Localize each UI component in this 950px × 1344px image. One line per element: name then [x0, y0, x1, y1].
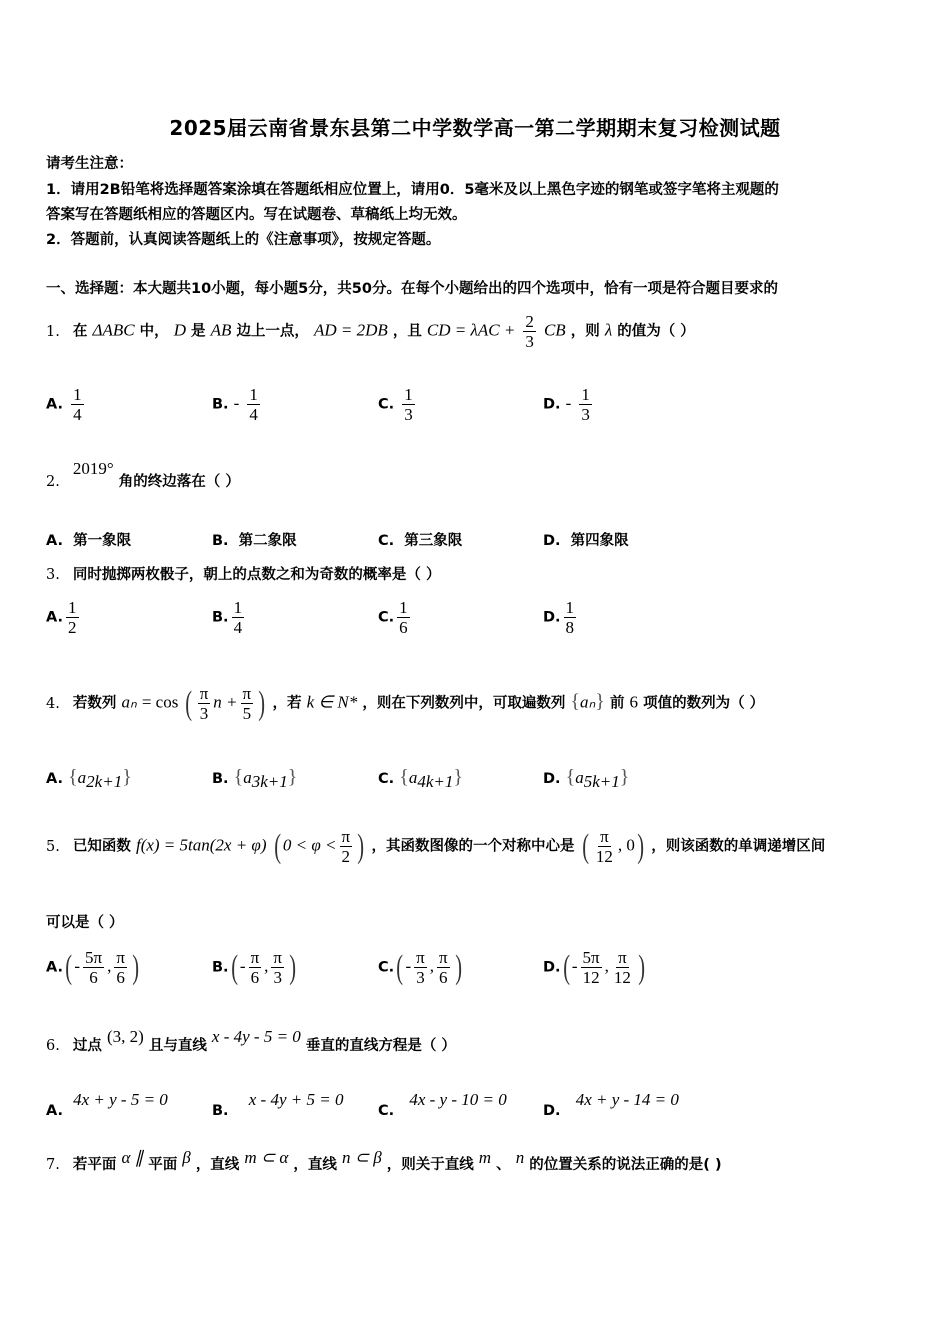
- instructions-heading: 请考生注意：: [46, 156, 133, 172]
- q7-math: m: [478, 1148, 492, 1167]
- question-number: 1.: [46, 323, 60, 340]
- q3-option-c[interactable]: C. $\frac{1}{6}$: [378, 598, 408, 637]
- q7-math: n: [515, 1148, 525, 1167]
- q4-text: ，若: [272, 695, 302, 712]
- q6-text: 垂直的直线方程是（ ）: [305, 1038, 456, 1054]
- q4-text: ，则在下列数列中，可取遍数列: [362, 695, 566, 712]
- q1-text: 中，: [139, 323, 169, 340]
- q6-text: 且与直线: [148, 1038, 207, 1054]
- q1-math: CD = λAC +: [426, 320, 516, 340]
- instruction-1b: 答案写在答题纸相应的答题区内。写在试题卷、草稿纸上均无效。: [46, 207, 467, 223]
- question-5-cont: 可以是（ ）: [46, 915, 124, 931]
- q5-text: ，则该函数的单调递增区间: [651, 838, 826, 855]
- q1-fraction: $\frac{2}{3}$: [525, 312, 534, 351]
- q6-option-d[interactable]: D. 4x + y - 14 = 0: [543, 1090, 679, 1119]
- q1-math: CB: [543, 320, 566, 340]
- q6-option-c[interactable]: C. 4x - y - 10 = 0: [378, 1090, 507, 1119]
- q5-option-c[interactable]: C.( - $\frac{\pi}{3}$ , $\frac{\pi}{6}$ ): [378, 948, 462, 987]
- q4-math: n +: [213, 692, 238, 712]
- question-number: 4.: [46, 695, 60, 712]
- question-number: 6.: [46, 1038, 60, 1054]
- question-number: 5.: [46, 838, 60, 855]
- q5-math: 0 < φ <: [282, 835, 337, 855]
- q7-text: 、: [496, 1157, 511, 1173]
- q2-math: 2019°: [72, 459, 114, 478]
- q6-text: 过点: [72, 1038, 102, 1054]
- q5-option-d[interactable]: D.( - $\frac{5\pi}{12}$ , $\frac{\pi}{12}$ ): [543, 948, 645, 987]
- q2-option-d[interactable]: D. 第四象限: [543, 533, 629, 549]
- q2-text: 角的终边落在（ ）: [118, 474, 240, 490]
- question-number: 2.: [46, 474, 60, 490]
- q4-option-d[interactable]: D. $\{a_{5k+1}\}$: [543, 766, 630, 791]
- q3-option-d[interactable]: D. $\frac{1}{8}$: [543, 598, 575, 637]
- question-2: [46, 459, 240, 491]
- question-6: [46, 1027, 456, 1055]
- q5-option-a[interactable]: A.( - $\frac{5\pi}{6}$ , $\frac{\pi}{6}$ ): [46, 948, 139, 987]
- q1-math: ΔABC: [92, 320, 135, 340]
- q1-option-c[interactable]: C. $\frac{1}{3}$: [378, 385, 413, 424]
- q4-math: = cos: [141, 692, 179, 712]
- q7-math: β: [182, 1148, 191, 1167]
- q7-text: 的位置关系的说法正确的是( ): [529, 1157, 722, 1173]
- question-4: 4. 若数列 aₙ = cos ( $\frac{\pi}{3}$ n + $\frac{\pi}{5}$ ) ，若 k ∈ N* ，则在下列数列中，可取遍数列 {aₙ} 前 6 项值的数列为（ ）: [46, 684, 765, 723]
- question-number: 3.: [46, 567, 60, 583]
- q1-option-a[interactable]: A. $\frac{1}{4}$: [46, 385, 82, 424]
- q4-math: 6: [629, 692, 639, 712]
- q7-math: α ∥: [121, 1148, 144, 1167]
- q1-text: 在: [72, 323, 88, 340]
- q1-text: 是: [191, 323, 206, 340]
- q4-text: 若数列: [72, 695, 117, 712]
- q3-text: 同时抛掷两枚骰子，朝上的点数之和为奇数的概率是（ ）: [72, 567, 441, 583]
- q6-math: x - 4y - 5 = 0: [211, 1027, 301, 1046]
- q7-text: 若平面: [72, 1157, 117, 1173]
- q1-text: ，则: [570, 323, 600, 340]
- q3-option-a[interactable]: A. $\frac{1}{2}$: [46, 598, 77, 637]
- q5-math: f(x) = 5tan(2x + φ): [135, 835, 267, 855]
- q4-math: aₙ: [121, 692, 137, 712]
- question-number: 7.: [46, 1157, 60, 1173]
- instruction-2: 2．答题前，认真阅读答题纸上的《注意事项》，按规定答题。: [46, 232, 441, 248]
- q4-text: 前: [609, 695, 625, 712]
- q2-option-a[interactable]: A. 第一象限: [46, 533, 132, 549]
- q1-math: λ: [604, 320, 613, 340]
- q5-option-b[interactable]: B.( - $\frac{\pi}{6}$ , $\frac{\pi}{3}$ ): [212, 948, 297, 987]
- q1-text: 边上一点，: [236, 323, 309, 340]
- q4-math: aₙ: [580, 692, 596, 712]
- q4-option-c[interactable]: C. $\{a_{4k+1}\}$: [378, 766, 463, 791]
- q7-text: ，直线: [293, 1157, 337, 1173]
- page-title: 2025届云南省景东县第二中学数学高一第二学期期末复习检测试题: [169, 116, 781, 140]
- q7-math: m ⊂ α: [244, 1148, 289, 1167]
- q4-text: 项值的数列为（ ）: [643, 695, 765, 712]
- q1-text: 的值为（ ）: [617, 323, 695, 340]
- q7-text: ，则关于直线: [386, 1157, 474, 1173]
- q1-math: D: [173, 320, 186, 340]
- q1-option-b[interactable]: B. - $\frac{1}{4}$: [212, 385, 258, 424]
- q1-text: ，且: [392, 323, 422, 340]
- q5-text: ，其函数图像的一个对称中心是: [371, 838, 575, 855]
- q6-option-b[interactable]: B. x - 4y + 5 = 0: [212, 1090, 344, 1119]
- question-1: [46, 312, 695, 351]
- q2-option-c[interactable]: C. 第三象限: [378, 533, 463, 549]
- q6-math: (3, 2): [106, 1027, 144, 1046]
- q4-option-a[interactable]: A. $\{a_{2k+1}\}$: [46, 766, 132, 791]
- q5-text: 已知函数: [72, 838, 131, 855]
- q7-text: 平面: [148, 1157, 178, 1173]
- q1-option-d[interactable]: D. - $\frac{1}{3}$: [543, 385, 590, 424]
- section-heading: 一、选择题：本大题共10小题，每小题5分，共50分。在每个小题给出的四个选项中，恰有一项是符合题目要求的: [46, 281, 778, 297]
- q7-math: n ⊂ β: [341, 1148, 382, 1167]
- q1-math: AB: [210, 320, 232, 340]
- q4-math: k ∈ N*: [306, 692, 358, 712]
- q6-option-a[interactable]: A. 4x + y - 5 = 0: [46, 1090, 168, 1119]
- q4-option-b[interactable]: B. $\{a_{3k+1}\}$: [212, 766, 298, 791]
- q3-option-b[interactable]: B. $\frac{1}{4}$: [212, 598, 243, 637]
- question-5: 5. 已知函数 f(x) = 5tan(2x + φ) ( 0 < φ < $\frac{\pi}{2}$ ) ，其函数图像的一个对称中心是 ( $\frac{\pi}{12}$ , 0) ，则该函数的单调递增区间: [46, 827, 826, 866]
- q7-text: ，直线: [195, 1157, 240, 1173]
- q5-math: , 0: [617, 835, 635, 855]
- question-3: [46, 563, 440, 584]
- q2-option-b[interactable]: B. 第二象限: [212, 533, 297, 549]
- instruction-1a: 1．请用2B铅笔将选择题答案涂填在答题纸相应位置上，请用0．5毫米及以上黑色字迹的钢笔或签字笔将主观题的: [46, 182, 779, 198]
- question-7: [46, 1148, 722, 1174]
- q1-math: AD = 2DB: [314, 320, 388, 340]
